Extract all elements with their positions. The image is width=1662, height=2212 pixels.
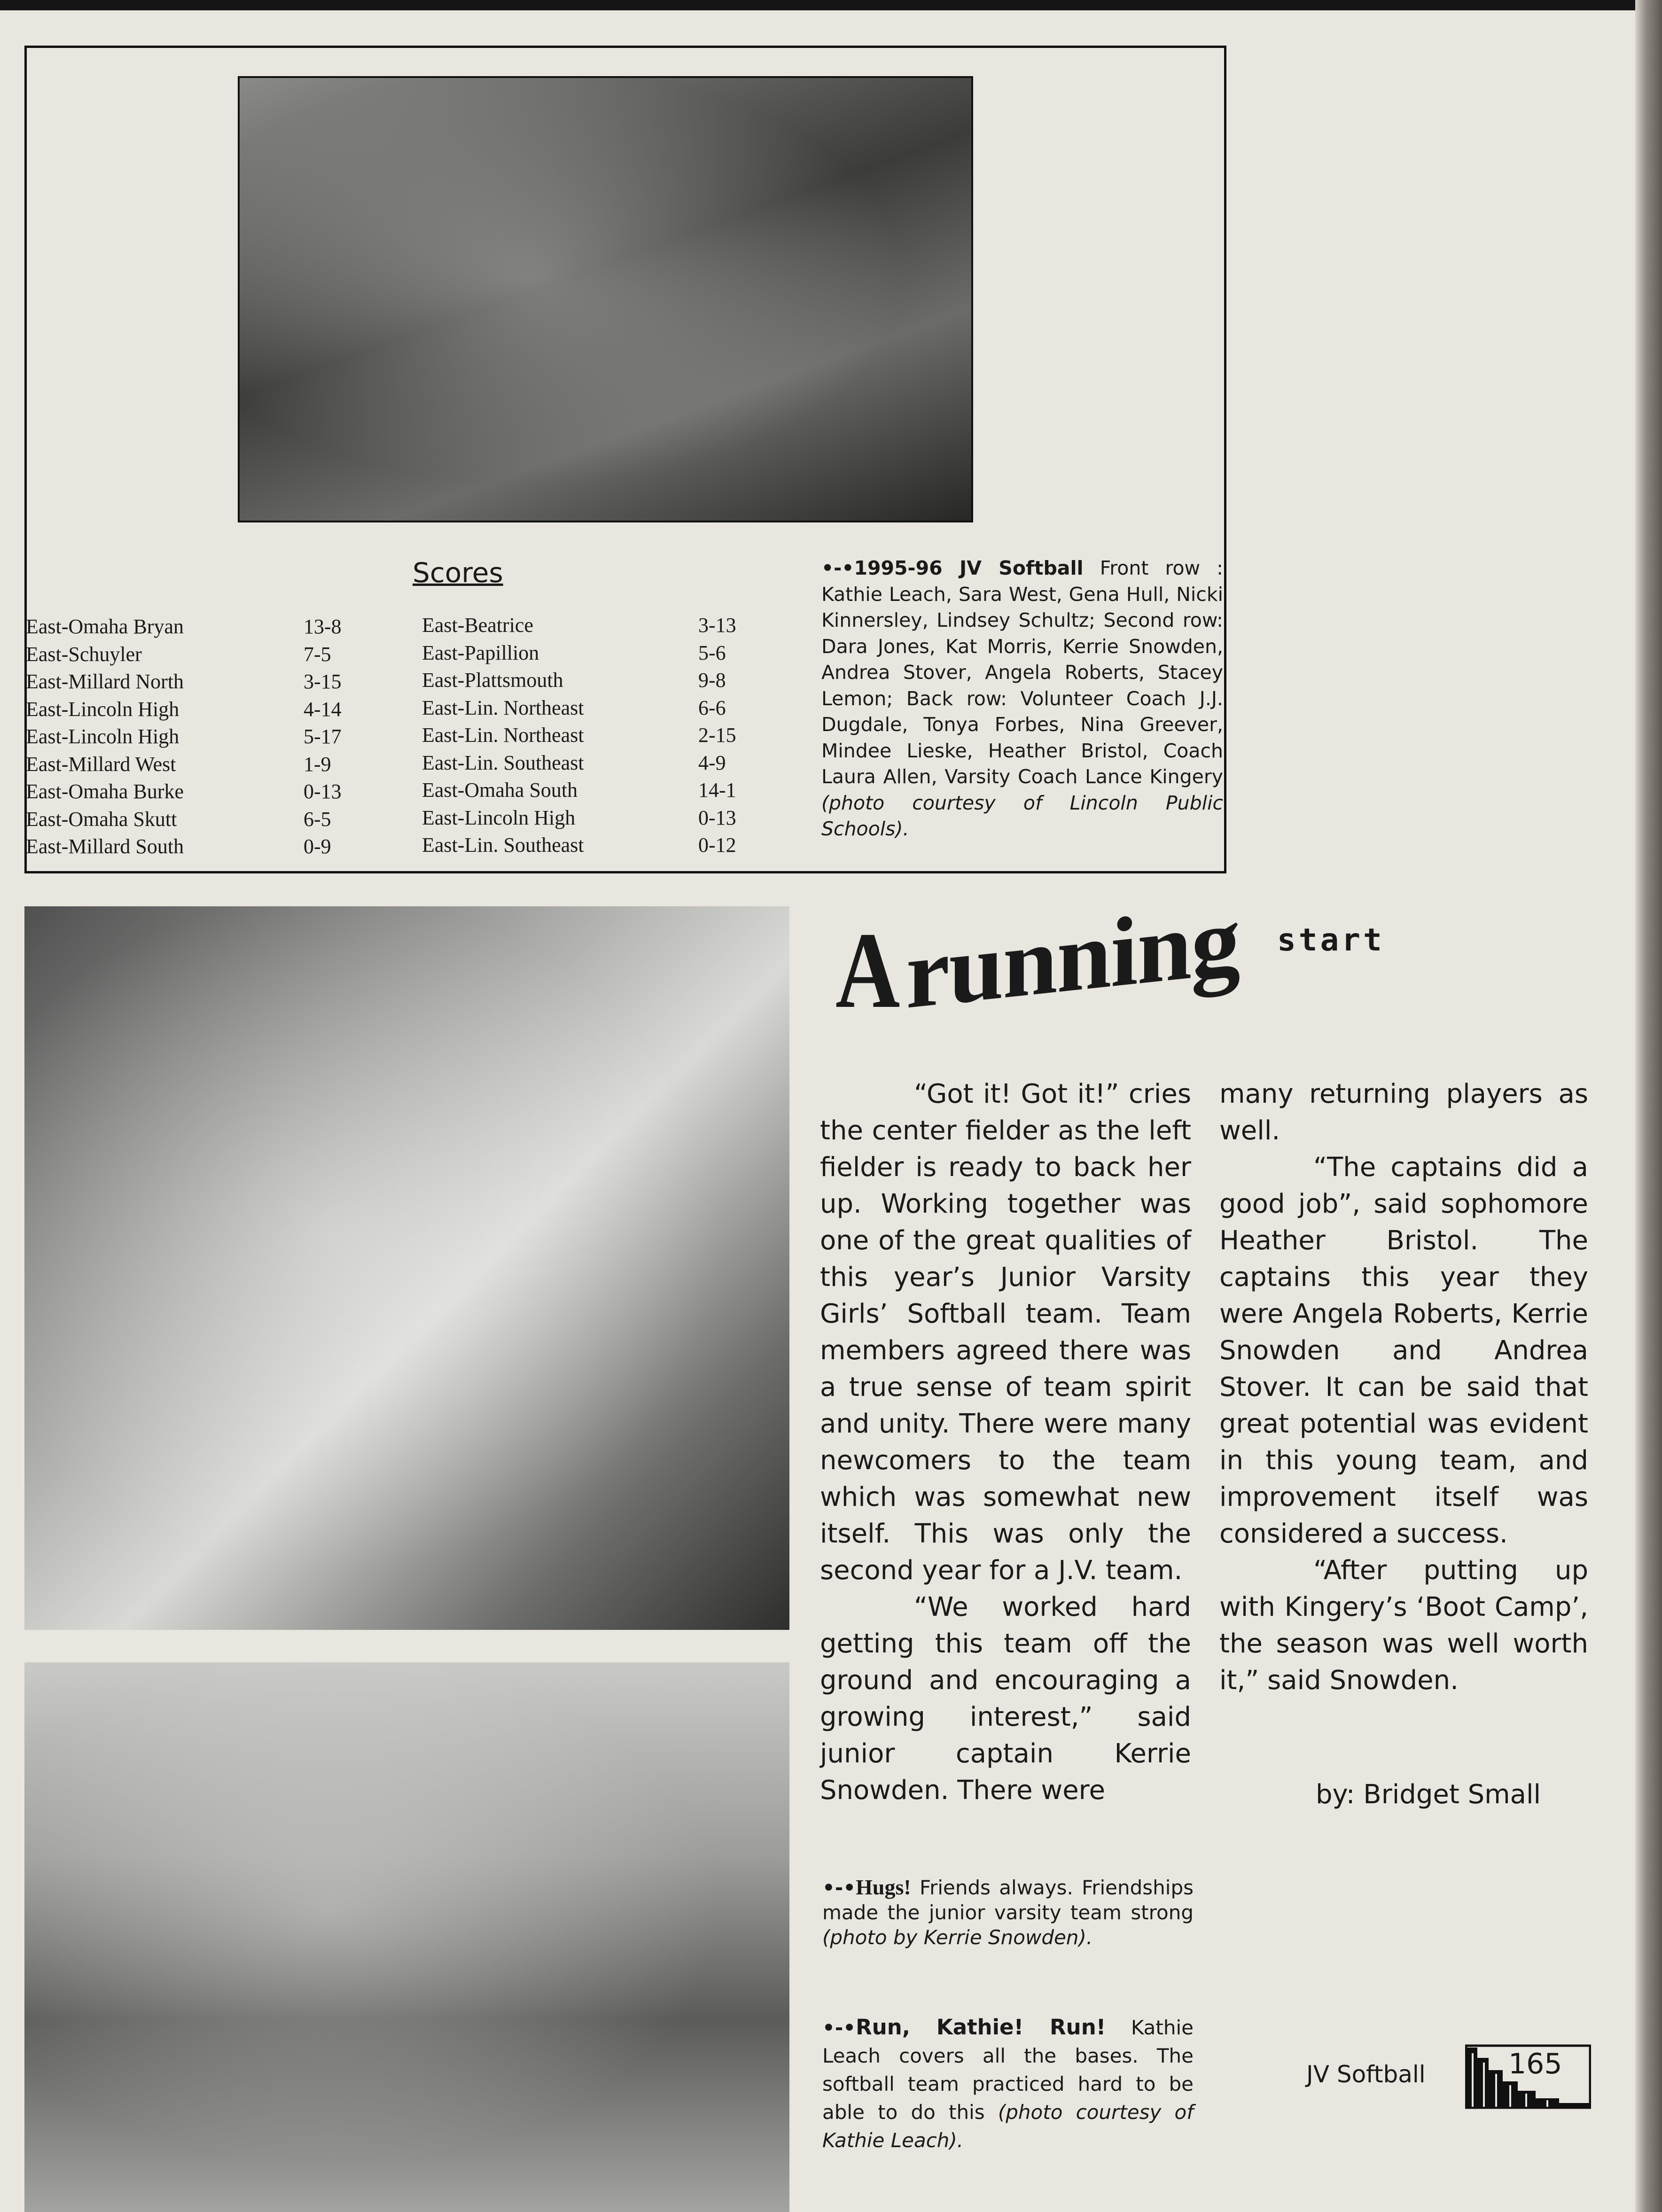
score-game: East-Millard South bbox=[26, 835, 184, 858]
team-photo bbox=[238, 76, 973, 522]
score-game: East-Lin. Southeast bbox=[422, 751, 584, 774]
caption-lead: Run, Kathie! Run! bbox=[856, 2015, 1106, 2040]
score-result: 0-13 bbox=[698, 806, 736, 829]
article-paragraph: “Got it! Got it!” cries the center fielder as the left fielder is ready to back her up. Working together was one of the great qualities of this year’s Junior Varsity Girls’ Softball team. Team members agreed there was a true sense of team spirit and unity. There were many newcomers to the team which was somewhat new itself. This was only the second year for a J.V. team. bbox=[820, 1079, 1191, 1586]
article-column-2 bbox=[1219, 1076, 1588, 1699]
team-photo-caption bbox=[821, 555, 1223, 842]
scores-title: Scores bbox=[413, 557, 503, 589]
headline-word-a: A bbox=[835, 910, 899, 1031]
score-result: 6-6 bbox=[698, 696, 726, 719]
score-game: East-Papillion bbox=[422, 641, 539, 664]
right-page-edge bbox=[1635, 0, 1662, 2212]
score-game: East-Omaha Skutt bbox=[26, 807, 177, 831]
caption-credit: (photo by Kerrie Snowden). bbox=[822, 1926, 1093, 1949]
caption-credit: (photo courtesy of Kathie Leach). bbox=[822, 2101, 1194, 2152]
scores-left-games bbox=[26, 613, 184, 861]
score-result: 13-8 bbox=[304, 615, 342, 638]
hugs-photo bbox=[24, 906, 789, 1630]
caption-bullet: •-• bbox=[822, 2016, 856, 2039]
score-game: East-Lin. Northeast bbox=[422, 696, 584, 719]
score-result: 7-5 bbox=[304, 642, 331, 666]
score-game: East-Omaha South bbox=[422, 779, 578, 802]
caption-lead: 1995-96 JV Softball bbox=[854, 557, 1084, 579]
scores-right-results bbox=[698, 612, 736, 859]
top-edge bbox=[0, 0, 1662, 10]
caption-body: Friends always. Friendships made the junior varsity team strong bbox=[822, 1876, 1194, 1924]
caption-body: Front row : Kathie Leach, Sara West, Gena Hull, Nicki Kinnersley, Lindsey Schultz; Second row: Dara Jones, Kat Morris, Kerrie Snowden, Andrea Stover, Angela Roberts, Stacey Lemon; Back row: Volunteer Coach J.J. Dugdale, Tonya Forbes, Nina Greever, Mindee Lieske, Heather Bristol, Coach Laura Allen, Varsity Coach Lance Kingery bbox=[821, 557, 1223, 788]
score-game: East-Millard West bbox=[26, 752, 176, 776]
score-game: East-Millard North bbox=[26, 670, 184, 693]
score-game: East-Lin. Southeast bbox=[422, 833, 584, 857]
caption-lead: Hugs! bbox=[856, 1875, 911, 1899]
score-game: East-Omaha Burke bbox=[26, 780, 184, 803]
score-result: 1-9 bbox=[304, 752, 331, 776]
score-result: 5-6 bbox=[698, 641, 726, 664]
article-column-1 bbox=[820, 1076, 1191, 1809]
score-result: 5-17 bbox=[304, 725, 342, 748]
footer-section-label: JV Softball bbox=[1306, 2061, 1426, 2088]
caption-body: Kathie Leach covers all the bases. The softball team practiced hard to be able to do this bbox=[822, 2016, 1194, 2124]
score-game: East-Plattsmouth bbox=[422, 669, 563, 692]
score-game: East-Lincoln High bbox=[26, 697, 179, 721]
score-game: East-Omaha Bryan bbox=[26, 615, 184, 638]
score-result: 9-8 bbox=[698, 669, 726, 692]
score-result: 6-5 bbox=[304, 807, 331, 831]
headline-word-start: start bbox=[1277, 922, 1385, 958]
caption-bullet: •-• bbox=[822, 1876, 856, 1899]
score-game: East-Lin. Northeast bbox=[422, 724, 584, 747]
score-game: East-Lincoln High bbox=[26, 725, 179, 748]
caption-credit: (photo courtesy of Lincoln Public Schools). bbox=[821, 791, 1223, 840]
score-result: 14-1 bbox=[698, 779, 736, 802]
score-game: East-Schuyler bbox=[26, 642, 142, 666]
hugs-caption bbox=[822, 1875, 1194, 1950]
page-number: 165 bbox=[1508, 2048, 1562, 2080]
article-paragraph: many returning players as well. bbox=[1219, 1079, 1588, 1146]
headline-word-running: running bbox=[906, 885, 1240, 1029]
article-paragraph: “After putting up with Kingery’s ‘Boot Camp’, the season was well worth it,” said Snowden. bbox=[1219, 1555, 1588, 1696]
score-result: 4-14 bbox=[304, 697, 342, 721]
score-result: 3-15 bbox=[304, 670, 342, 693]
byline: by: Bridget Small bbox=[1316, 1779, 1541, 1810]
page-number-box bbox=[1465, 2044, 1591, 2110]
run-caption bbox=[822, 2013, 1194, 2155]
article-paragraph: “The captains did a good job”, said sophomore Heather Bristol. The captains this year they were Angela Roberts, Kerrie Snowden and Andrea Stover. It can be said that great potential was evident in this young team, and improvement itself was considered a success. bbox=[1219, 1152, 1588, 1549]
score-result: 0-9 bbox=[304, 835, 331, 858]
article-paragraph: “We worked hard getting this team off the ground and encouraging a growing interest,” said junior captain Kerrie Snowden. There were bbox=[820, 1592, 1191, 1806]
headline bbox=[835, 885, 1484, 1034]
scores-left-results bbox=[304, 613, 342, 861]
score-game: East-Lincoln High bbox=[422, 806, 576, 829]
score-result: 3-13 bbox=[698, 614, 736, 637]
score-result: 4-9 bbox=[698, 751, 726, 774]
score-result: 0-12 bbox=[698, 833, 736, 857]
scores-right-games bbox=[422, 612, 584, 859]
score-result: 0-13 bbox=[304, 780, 342, 803]
caption-bullet: •-• bbox=[821, 557, 854, 579]
running-photo bbox=[24, 1662, 789, 2212]
score-result: 2-15 bbox=[698, 724, 736, 747]
score-game: East-Beatrice bbox=[422, 614, 533, 637]
